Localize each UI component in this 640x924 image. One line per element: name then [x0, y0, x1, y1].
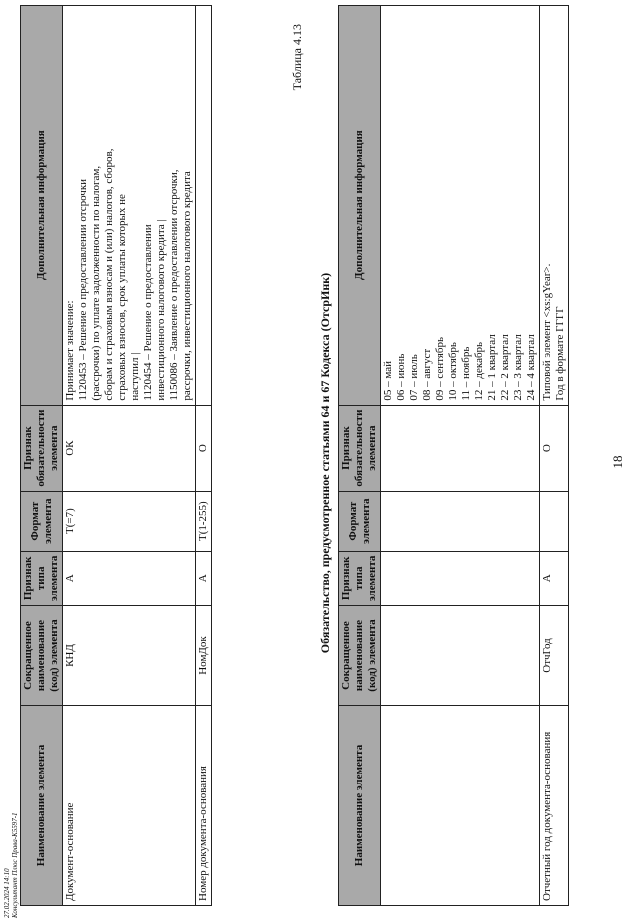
stamp-line: 27.02.2024 14:10 — [3, 868, 11, 918]
header-code: Сокращенное наименование (код) элемента — [21, 606, 63, 706]
cell-required: ОК — [63, 405, 196, 491]
info-line: 24 – 4 квартал — [525, 334, 537, 401]
table-row — [540, 5, 569, 905]
info-line: наступил | — [129, 352, 141, 401]
cell-code: ОтчГод — [540, 606, 569, 706]
cell-code — [381, 606, 540, 706]
cell-name — [381, 706, 540, 906]
cell-type — [381, 551, 540, 605]
cell-info — [381, 5, 540, 405]
info-line: рассрочки, инвестиционного налогового кредита — [181, 171, 193, 401]
info-line: страховых взносов, срок уплаты которых не — [116, 194, 128, 401]
page-number: 18 — [610, 455, 625, 469]
header-type: Признак типа элемента — [339, 551, 381, 605]
cell-type: А — [63, 551, 196, 605]
header-info: Дополнительная информация — [21, 5, 63, 405]
cell-info — [540, 5, 569, 405]
info-line: Год в формате ГГГГ — [554, 306, 566, 401]
cell-name: Отчетный год документа-основания — [540, 706, 569, 906]
header-name: Наименование элемента — [21, 706, 63, 906]
table-row — [63, 5, 196, 905]
cell-required — [381, 405, 540, 491]
info-line: 05 – май — [382, 360, 394, 401]
table-continued — [338, 5, 569, 906]
header-format: Формат элемента — [21, 491, 63, 551]
cell-required: О — [540, 405, 569, 491]
cell-format — [540, 491, 569, 551]
header-required: Признак обязательности элемента — [21, 405, 63, 491]
info-line: сборам и страховым взносам и (или) налогов, сборов, — [103, 148, 115, 401]
header-info: Дополнительная информация — [339, 5, 381, 405]
info-line: инвестиционного налогового кредита | — [155, 219, 167, 401]
table-otsrink — [20, 5, 212, 906]
info-line: 1150086 – Заявление о предоставлении отсрочки, — [168, 169, 180, 401]
table-row — [381, 5, 540, 905]
cell-info — [63, 5, 196, 405]
cell-code: КНД — [63, 606, 196, 706]
info-line: 22 – 2 квартал — [499, 334, 511, 401]
table-header-row — [339, 5, 381, 905]
footer-stamp — [3, 812, 19, 918]
info-line: 06 – июнь — [395, 353, 407, 401]
cell-format — [381, 491, 540, 551]
info-line: 10 – октябрь — [447, 342, 459, 401]
header-name: Наименование элемента — [339, 706, 381, 906]
cell-format: Т(1-255) — [196, 491, 212, 551]
header-type: Признак типа элемента — [21, 551, 63, 605]
cell-type: А — [196, 551, 212, 605]
header-required: Признак обязательности элемента — [339, 405, 381, 491]
table-row — [196, 5, 212, 905]
cell-name: Номер документа-основания — [196, 706, 212, 906]
table-caption: Обязательство, предусмотренное статьями 64 и 67 Кодекса (ОтсрИнк) — [318, 272, 332, 654]
info-line: (рассрочки) по уплате задолженности по налогам, — [90, 165, 102, 401]
info-line: 07 – июль — [408, 354, 420, 401]
cell-info — [196, 5, 212, 405]
info-line: 1120454 – Решение о предоставлении — [142, 224, 154, 401]
info-line: Принимает значение: — [64, 300, 76, 401]
info-line: 23 – 3 квартал — [512, 334, 524, 401]
table-header-row — [21, 5, 63, 905]
cell-code: НомДок — [196, 606, 212, 706]
cell-required: О — [196, 405, 212, 491]
header-code: Сокращенное наименование (код) элемента — [339, 606, 381, 706]
header-format: Формат элемента — [339, 491, 381, 551]
info-line: 1120453 – Решение о предоставлении отсрочки — [77, 178, 89, 401]
stamp-line: Консультант Плюс Права-К5597-1 — [11, 812, 19, 918]
table-number: Таблица 4.13 — [290, 24, 304, 91]
info-line: 09 – сентябрь — [434, 336, 446, 401]
info-line: 08 – август — [421, 348, 433, 401]
info-line: 21 – 1 квартал — [486, 334, 498, 401]
cell-format: Т(=7) — [63, 491, 196, 551]
cell-type: А — [540, 551, 569, 605]
info-line: Типовой элемент <xs:gYear>. — [541, 263, 553, 401]
info-line: 11 – ноябрь — [460, 346, 472, 401]
info-line: 12 – декабрь — [473, 341, 485, 401]
cell-name: Документ-основание — [63, 706, 196, 906]
